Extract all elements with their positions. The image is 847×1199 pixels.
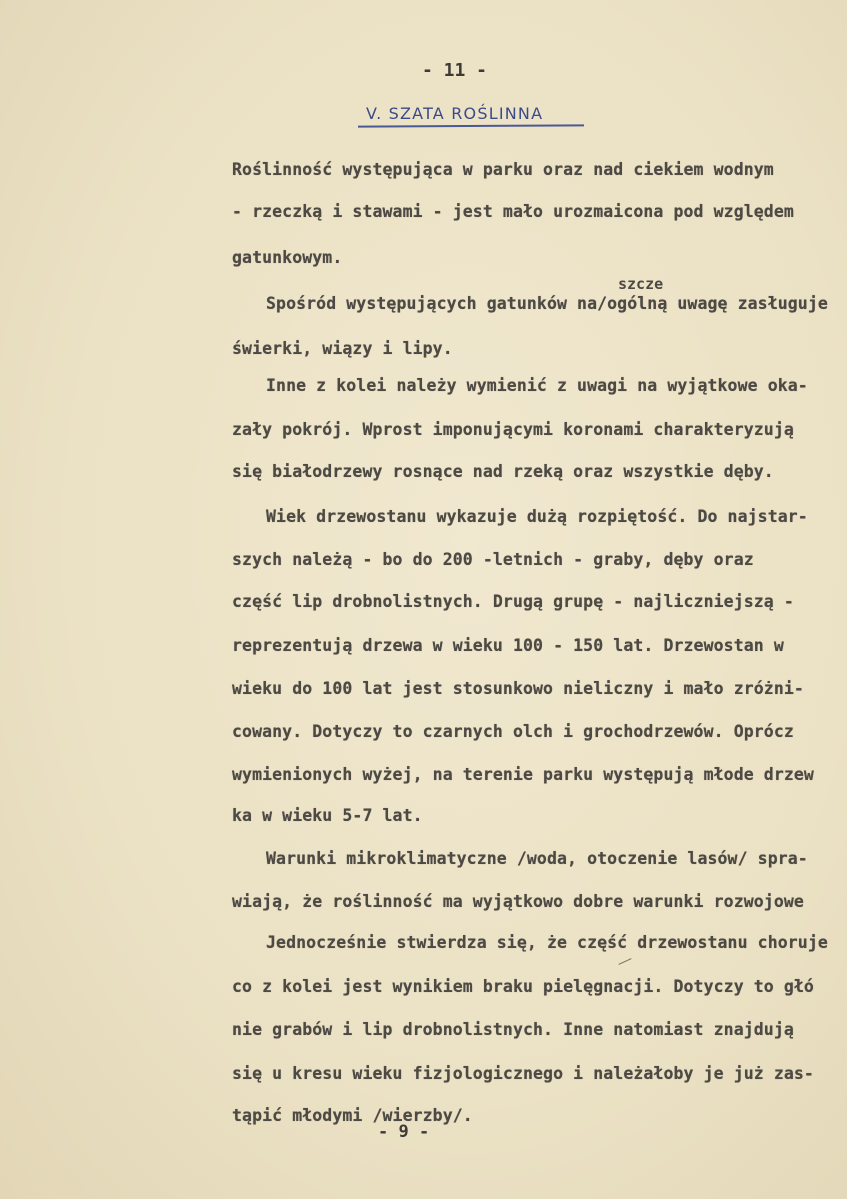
text-line: część lip drobnolistnych. Drugą grupę - najliczniejszą - (232, 592, 794, 611)
text-line: Spośród występujących gatunków na/ogólną uwagę zasługuje (266, 294, 828, 313)
text-line: gatunkowym. (232, 248, 343, 267)
text-line: wieku do 100 lat jest stosunkowo nieliczny i mało zróżni- (232, 679, 804, 698)
title-underline (358, 124, 584, 127)
text-line: reprezentują drzewa w wieku 100 - 150 lat. Drzewostan w (232, 636, 784, 655)
text-line: świerki, wiązy i lipy. (232, 339, 453, 358)
text-line: się u kresu wieku fizjologicznego i należałoby je już zas- (232, 1064, 814, 1083)
text-line: ka w wieku 5-7 lat. (232, 806, 423, 825)
text-line: cowany. Dotyczy to czarnych olch i grochodrzewów. Oprócz (232, 722, 794, 741)
text-line: Warunki mikroklimatyczne /woda, otoczenie lasów/ spra- (266, 849, 808, 868)
section-title: V. SZATA ROŚLINNA (366, 104, 544, 123)
text-line: - rzeczką i stawami - jest mało urozmaicona pod względem (232, 202, 794, 221)
handwritten-insert: szcze (618, 275, 664, 293)
text-line: co z kolei jest wynikiem braku pielęgnacji. Dotyczy to głó (232, 977, 814, 996)
text-line: Wiek drzewostanu wykazuje dużą rozpiętość. Do najstar- (266, 507, 808, 526)
footer-page-number: - 9 - (378, 1122, 430, 1142)
text-line: nie grabów i lip drobnolistnych. Inne natomiast znajdują (232, 1020, 794, 1039)
text-line: Jednocześnie stwierdza się, że część drzewostanu choruje (266, 933, 828, 952)
text-line: szych należą - bo do 200 -letnich - graby, dęby oraz (232, 550, 754, 569)
text-line: się białodrzewy rosnące nad rzeką oraz wszystkie dęby. (232, 462, 774, 481)
text-line: zały pokrój. Wprost imponującymi koronami charakteryzują (232, 420, 794, 439)
pencil-mark (618, 958, 631, 965)
text-line: wymienionych wyżej, na terenie parku występują młode drzew (232, 765, 814, 784)
text-line: Roślinność występująca w parku oraz nad ciekiem wodnym (232, 160, 774, 179)
text-line: wiają, że roślinność ma wyjątkowo dobre warunki rozwojowe (232, 892, 804, 911)
text-line: Inne z kolei należy wymienić z uwagi na wyjątkowe oka- (266, 376, 808, 395)
page-number: - 11 - (422, 60, 488, 81)
text-line: tąpić młodymi /wierzby/. (232, 1106, 473, 1125)
